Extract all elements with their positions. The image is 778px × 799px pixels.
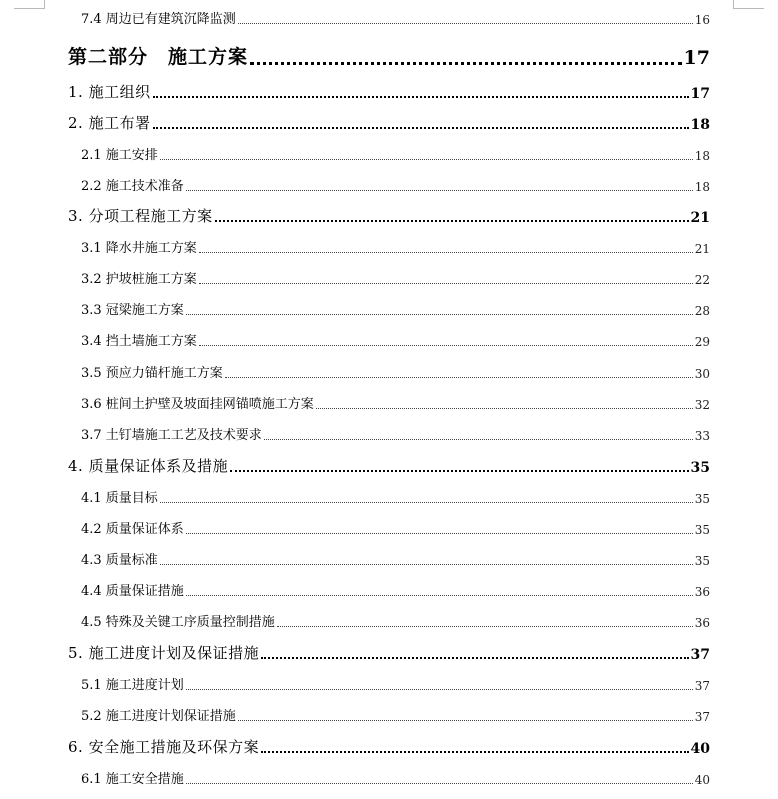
toc-entry-4-4[interactable] [68,580,710,599]
toc-entry-page: 17 [683,47,710,69]
dot-leader [264,439,693,440]
toc-entry-5-1[interactable] [68,674,710,693]
toc-entry-part-2[interactable] [68,42,710,69]
toc-entry-7-4[interactable] [68,8,710,27]
toc-entry-label: 5.2 施工进度计划保证措施 [81,709,236,724]
toc-entry-label: 4.5 特殊及关键工序质量控制措施 [81,615,275,630]
toc-entry-label: 2.2 施工技术准备 [81,179,184,194]
toc-entry-label: 4.1 质量目标 [81,491,158,506]
toc-entry-label: 3. 分项工程施工方案 [68,207,213,225]
toc-entry-4-5[interactable] [68,611,710,630]
dot-leader [277,626,693,627]
toc-entry-label: 4. 质量保证体系及措施 [68,457,229,475]
dot-leader [160,502,693,503]
toc-entry-label: 2.1 施工安排 [81,148,158,163]
toc-entry-3[interactable] [68,205,710,226]
toc-entry-page: 18 [694,180,710,194]
toc-entry-label: 5. 施工进度计划及保证措施 [68,644,260,662]
toc-entry-4[interactable] [68,455,710,476]
toc-entry-page: 32 [694,398,710,412]
toc-entry-label: 6. 安全施工措施及环保方案 [68,738,260,756]
toc-entry-label: 3.7 土钉墙施工工艺及技术要求 [81,428,262,443]
toc-entry-page: 22 [694,273,710,287]
toc-entry-page: 21 [690,210,710,226]
dot-leader [160,159,693,160]
page-corner-mark-right [733,0,764,9]
toc-entry-3-1[interactable] [68,237,710,256]
toc-entry-page: 35 [694,554,710,568]
toc-entry-4-2[interactable] [68,518,710,537]
toc-entry-label: 3.4 挡土墙施工方案 [81,334,197,349]
toc-entry-page: 29 [694,335,710,349]
dot-leader [186,595,693,596]
toc-entry-2-1[interactable] [68,144,710,163]
toc-entry-3-2[interactable] [68,268,710,287]
dot-leader [316,408,693,409]
toc-entry-4-3[interactable] [68,549,710,568]
toc-entry-page: 35 [694,523,710,537]
toc-entry-page: 21 [694,242,710,256]
toc-entry-label: 3.3 冠梁施工方案 [81,303,184,318]
toc-entry-page: 35 [690,460,710,476]
toc-entry-label: 4.2 质量保证体系 [81,522,184,537]
dot-leader [238,23,693,24]
dot-leader [199,345,693,346]
toc-entry-label: 2. 施工布署 [68,114,151,132]
toc-entry-2[interactable] [68,112,710,133]
dot-leader [215,220,689,222]
toc-entry-page: 37 [694,679,710,693]
toc-entry-page: 30 [694,367,710,381]
toc-entry-page: 35 [694,492,710,506]
toc-entry-3-3[interactable] [68,299,710,318]
dot-leader [238,720,693,721]
toc-entry-label: 7.4 周边已有建筑沉降监测 [81,12,236,27]
toc-entry-label: 3.5 预应力锚杆施工方案 [81,366,223,381]
toc-entry-4-1[interactable] [68,487,710,506]
toc-entry-3-4[interactable] [68,330,710,349]
dot-leader [261,751,688,753]
toc-entry-label: 4.3 质量标准 [81,553,158,568]
dot-leader [250,62,682,65]
dot-leader [186,689,693,690]
toc-entry-page: 28 [694,304,710,318]
toc-entry-6[interactable] [68,736,710,757]
dot-leader [230,470,688,472]
toc-entry-page: 37 [694,710,710,724]
dot-leader [186,533,693,534]
toc-entry-page: 33 [694,429,710,443]
toc-entry-6-1[interactable] [68,768,710,787]
dot-leader [261,657,688,659]
dot-leader [153,96,689,98]
toc-entry-2-2[interactable] [68,175,710,194]
toc-entry-3-6[interactable] [68,393,710,412]
toc-entry-label: 3.1 降水井施工方案 [81,241,197,256]
toc-entry-label: 第二部分 施工方案 [68,46,249,68]
toc-entry-label: 1. 施工组织 [68,83,151,101]
toc-entry-page: 36 [694,585,710,599]
toc-entry-page: 36 [694,616,710,630]
dot-leader [160,564,693,565]
toc-entry-label: 3.2 护坡桩施工方案 [81,272,197,287]
dot-leader [225,377,693,378]
dot-leader [199,283,693,284]
toc-entry-page: 16 [694,13,710,27]
toc-entry-page: 18 [690,117,710,133]
toc-entry-1[interactable] [68,81,710,102]
dot-leader [199,252,693,253]
toc-entry-page: 40 [694,773,710,787]
toc-entry-label: 4.4 质量保证措施 [81,584,184,599]
page-corner-mark-left [14,0,45,9]
toc-entry-page: 37 [690,647,710,663]
toc-entry-page: 40 [690,741,710,757]
toc-entry-3-7[interactable] [68,424,710,443]
toc-entry-page: 17 [690,86,710,102]
toc-entry-label: 3.6 桩间土护壁及坡面挂网锚喷施工方案 [81,397,314,412]
toc-entry-5-2[interactable] [68,705,710,724]
toc-entry-page: 18 [694,149,710,163]
toc-entry-label: 5.1 施工进度计划 [81,678,184,693]
dot-leader [153,127,689,129]
dot-leader [186,783,693,784]
toc-entry-5[interactable] [68,642,710,663]
toc-entry-label: 6.1 施工安全措施 [81,772,184,787]
dot-leader [186,314,693,315]
dot-leader [186,190,693,191]
toc-entry-3-5[interactable] [68,362,710,381]
